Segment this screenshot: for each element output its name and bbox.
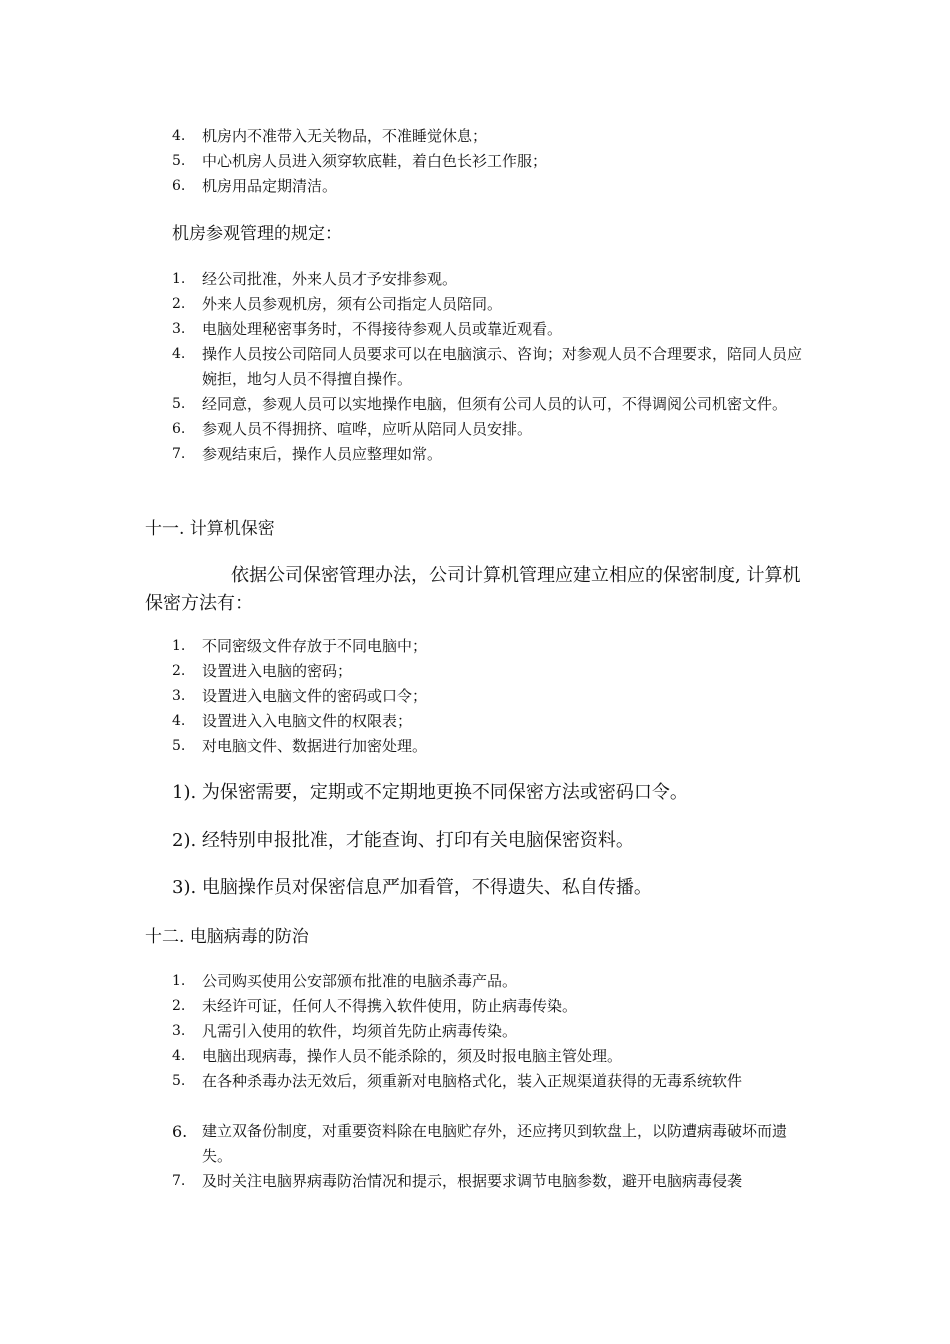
list-number: 4. [172,713,186,729]
list-item [0,392,810,417]
security-sub-item-1: 1). 为保密需要，定期或不定期地更换不同保密方法或密码口令。 [172,782,688,803]
list-text: 机房内不准带入无关物品，不准睡觉休息； [202,127,488,145]
list-text: 参观人员不得拥挤、喧哗，应听从陪同人员安排。 [202,420,533,438]
list-number: 6. [172,421,186,437]
list-number: 4. [172,346,186,362]
list-number: 1. [172,973,186,989]
list-item [0,734,810,759]
list-number: 1. [172,271,186,287]
list-number: 7. [172,446,186,462]
security-sub-item-2: 2). 经特别申报批准，才能查询、打印有关电脑保密资料。 [172,830,634,851]
list-text: 设置进入电脑文件的密码或口令； [202,687,428,705]
list-item [0,1019,810,1044]
list-text: 设置进入入电脑文件的权限表； [202,712,413,730]
list-item [0,124,810,149]
security-intro-paragraph: 依据公司保密管理办法，公司计算机管理应建立相应的保密制度, 计算机保密方法有： [145,565,801,614]
list-text: 凡需引入使用的软件，均须首先防止病毒传染。 [202,1022,518,1040]
list-text: 经同意，参观人员可以实地操作电脑，但须有公司人员的认可，不得调阅公司机密文件。 [202,395,788,413]
list-number: 3. [172,321,186,337]
list-item [0,1044,810,1069]
list-number: 2. [172,998,186,1014]
list-number: 5. [172,738,186,754]
list-text: 操作人员按公司陪同人员要求可以在电脑演示、咨询；对参观人员不合理要求，陪同人员应婉拒，地匀人员不得擅自操作。 [202,345,803,388]
list-text: 及时关注电脑界病毒防治情况和提示，根据要求调节电脑参数，避开电脑病毒侵袭 [202,1172,743,1190]
list-item [0,634,810,659]
list-security-methods [0,634,950,759]
list-text: 外来人员参观机房，须有公司指定人员陪同。 [202,295,503,313]
list-text: 建立双备份制度，对重要资料除在电脑贮存外，还应拷贝到软盘上，以防遭病毒破坏而遗失。 [202,1122,788,1165]
list-item [0,417,810,442]
list-text: 经公司批准，外来人员才予安排参观。 [202,270,458,288]
list-text: 设置进入电脑的密码； [202,662,353,680]
list-number: 3. [172,688,186,704]
list-item [0,342,810,392]
list-text: 参观结束后，操作人员应整理如常。 [202,445,443,463]
list-text: 在各种杀毒办法无效后，须重新对电脑格式化，装入正规渠道获得的无毒系统软件 [202,1072,743,1090]
list-item [0,969,810,994]
list-number: 5. [172,1073,186,1089]
list-text: 电脑处理秘密事务时，不得接待参观人员或靠近观看。 [202,320,563,338]
list-item [0,684,810,709]
list-number: 2. [172,663,186,679]
list-number: 2. [172,296,186,312]
section-heading-virus-prevention: 十二. 电脑病毒的防治 [145,927,309,947]
list-number: 7. [172,1173,186,1189]
list-item [0,267,810,292]
section-heading-computer-security: 十一. 计算机保密 [145,519,275,539]
visit-rules-title: 机房参观管理的规定： [172,224,342,244]
list-text: 公司购买使用公安部颁布批准的电脑杀毒产品。 [202,972,518,990]
list-item [0,174,810,199]
list-virus-prevention-continued [0,1119,950,1194]
list-item [0,994,810,1019]
list-number: 4. [172,128,186,144]
list-visit-rules [0,267,950,467]
list-item [0,1119,810,1169]
list-text: 机房用品定期清洁。 [202,177,338,195]
list-number: 3. [172,1023,186,1039]
list-number: 6. [172,178,186,194]
list-item [0,317,810,342]
list-text: 未经许可证，任何人不得携入软件使用，防止病毒传染。 [202,997,578,1015]
list-item [0,1169,810,1194]
list-number: 1. [172,638,186,654]
list-text: 不同密级文件存放于不同电脑中； [202,637,428,655]
list-number: 6. [172,1122,188,1141]
list-item [0,1069,810,1094]
list-machine-room [0,124,950,199]
list-number: 4. [172,1048,186,1064]
list-item [0,292,810,317]
list-item [0,709,810,734]
list-text: 对电脑文件、数据进行加密处理。 [202,737,428,755]
list-number: 5. [172,396,186,412]
security-sub-item-3: 3). 电脑操作员对保密信息严加看管，不得遗失、私自传播。 [172,877,652,898]
list-number: 5. [172,153,186,169]
list-text: 中心机房人员进入须穿软底鞋，着白色长衫工作服； [202,152,548,170]
list-item [0,659,810,684]
list-virus-prevention [0,969,950,1094]
list-item [0,442,810,467]
list-item [0,149,810,174]
list-text: 电脑出现病毒，操作人员不能杀除的，须及时报电脑主管处理。 [202,1047,623,1065]
